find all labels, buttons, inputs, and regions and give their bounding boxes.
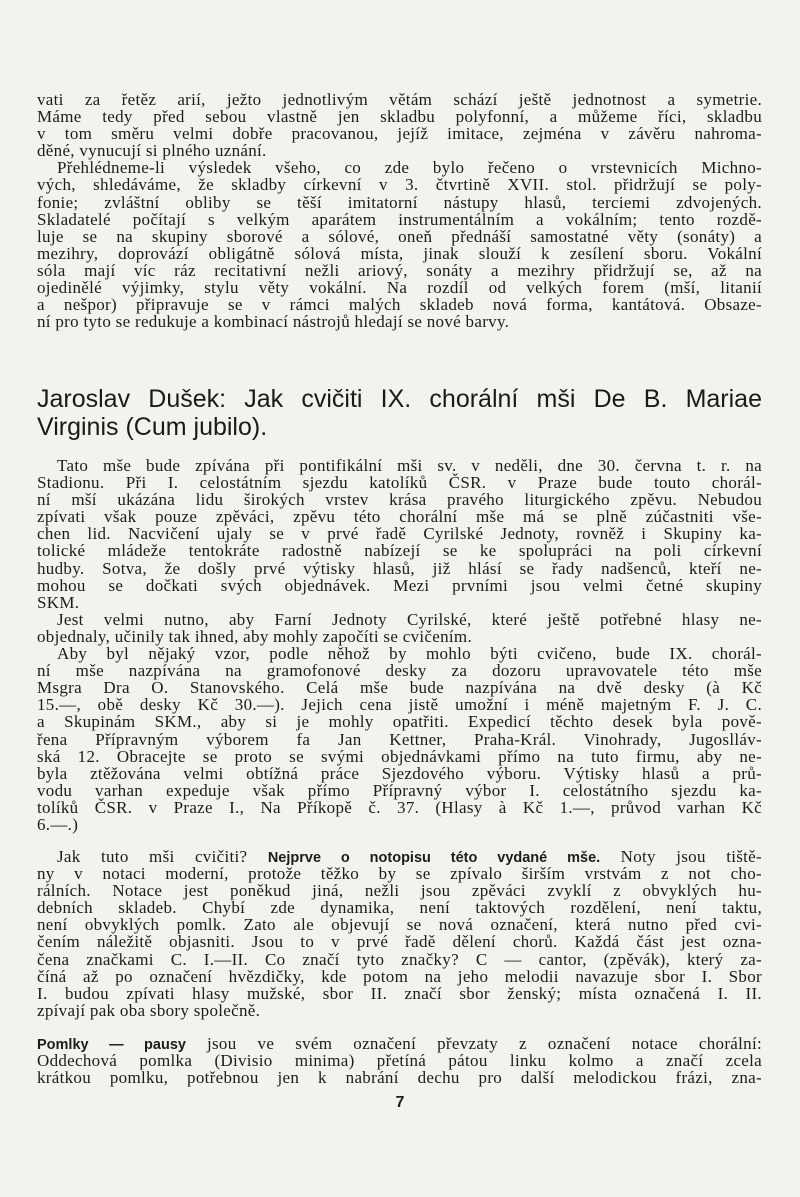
text-run: jsou ve svém označení převzaty z označení notace chorální: <box>185 1034 762 1053</box>
text-line: mohou se dočkati svých objednávek. Mezi prvními jsou velmi četné skupiny <box>37 575 762 595</box>
text-line: ojedinělé výjimky, stylu věty vokální. Na rozdíl od velkých forem (mší, litanií <box>37 278 762 298</box>
text-line: 15.—, obě desky Kč 30.—). Jejich cena jistě umožní i méně majetným F. J. C. <box>37 695 762 715</box>
text-line <box>37 848 762 865</box>
text-line: zpívati však pouze zpěváci, zpěvu této chorální mše má se plně zúčastniti vše- <box>37 507 762 527</box>
text-line: mezihry, doprovází obligátně sólová místa, jinak slouží k zesílení sboru. Vokální <box>37 243 762 263</box>
text-run: Jak tuto mši cvičiti? <box>57 847 268 866</box>
text-line: 6.—.) <box>37 814 79 834</box>
notation-paragraph <box>37 848 762 1019</box>
text-line: byla ztěžována velmi obtížná práce Sjezdového výboru. Výtisky hlasů a prů- <box>37 763 762 783</box>
heading-line: Virginis (Cum jubilo). <box>37 413 268 441</box>
text-line: krátkou pomlku, potřebnou jen k nabrání dechu pro další melodickou frázi, zna- <box>37 1068 762 1088</box>
page-number: 7 <box>395 1094 405 1111</box>
text-line: Jest velmi nutno, aby Farní Jednoty Cyrilské, které ještě potřebné hlasy ne- <box>57 609 762 629</box>
paragraph <box>37 457 762 611</box>
paragraph <box>37 159 762 330</box>
text-line: Skladatelé počítají s velkým aparátem instrumentálním a vokálním; tento rozdě- <box>37 209 762 229</box>
text-line: Tato mše bude zpívána při pontifikální mši sv. v neděli, dne 30. června t. r. na <box>57 456 762 475</box>
text-line <box>37 1035 762 1052</box>
text-line: ní pro tyto se redukuje a kombinací nástrojů hledají se nové barvy. <box>37 312 510 332</box>
text-line: čením náležitě objasniti. Jsou to v prvé řadě dělení chorů. Každá část jest ozna- <box>37 932 762 952</box>
article-intro-paragraphs <box>37 457 762 833</box>
text-line: I. budou zpívati hlasy mužské, sbor II. značí sbor ženský; místa označená I. II. <box>37 983 762 1003</box>
text-line: vati za řetěz arií, ježto jednotlivým větám schází ještě jednotnost a symetrie. <box>37 90 762 109</box>
paragraph <box>37 848 762 1019</box>
text-line: SKM. <box>37 592 80 612</box>
text-line: čena značkami C. I.—II. Co značí tyto značky? C — cantor, (zpěvák), který za- <box>37 949 762 969</box>
text-line: zpívají pak oba sbory společně. <box>37 1000 261 1020</box>
paragraph <box>37 91 762 159</box>
text-line: Přehlédneme-li výsledek všeho, co zde bylo řečeno o vrstevnicích Michno- <box>57 158 762 178</box>
text-line: číná až po označení hvězdičky, kde potom na jeho melodii navazuje sbor I. Sbor <box>37 966 762 986</box>
text-line: objednaly, učinily tak ihned, aby mohly započíti se cvičením. <box>37 626 472 646</box>
text-line: debních skladeb. Chybí zde dynamika, není taktových rozdělení, není taktu, <box>37 898 762 918</box>
text-line: Stadionu. Při I. celostátním sjezdu katolíků ČSR. v Praze bude touto chorál- <box>37 473 762 493</box>
text-line: Aby byl nějaký vzor, podle něhož by mohlo býti cvičeno, bude IX. chorál- <box>57 644 762 664</box>
text-line: vodu varhan expeduje však přímo Přípravný výbor I. celostátního sjezdu ka- <box>37 780 762 800</box>
intro-text <box>37 91 762 330</box>
text-run: Noty jsou tiště- <box>600 847 762 866</box>
text-line: Máme tedy před sebou vlastně jen skladbu polyfonní, a můžeme říci, skladbu <box>37 107 762 127</box>
bold-lead-in: Pomlky — pausy <box>37 1037 186 1053</box>
text-line: ny v notaci moderní, protože těžko by se zpívalo širším vrstvám z not cho- <box>37 864 762 884</box>
bold-lead-in: Nejprve o notopisu této vydané mše. <box>267 850 601 866</box>
text-line: chen lid. Nacvičení ujaly se v prvé řadě Cyrilské Jednoty, rovněž i Skupiny ka- <box>37 524 762 544</box>
paragraph <box>37 1035 762 1086</box>
text-line: sóla mají víc ráz recitativní nežli ariový, sonáty a mezihry přidržují se, až na <box>37 260 762 280</box>
text-line: a Skupinám SKM., aby si je mohly opatřiti. Expedicí těchto desek byla pově- <box>37 712 762 732</box>
text-line: hudby. Sotva, že došly prvé výtisky hlasů, již hlásí se řady nadšenců, kteří ne- <box>37 558 762 578</box>
text-line: ní mše nazpívána na gramofonové desky za dozoru upravovatele této mše <box>37 661 762 681</box>
text-line: není obvyklých pomlk. Zato ale objevují se nová označení, která nutno před cvi- <box>37 915 762 935</box>
text-line: luje se na skupiny sborové a sólové, oneň přednáší samostatné věty (sonáty) a <box>37 226 762 246</box>
text-line: v tom směru velmi dobře pracovanou, jejíž imitace, zejména v závěru nahroma- <box>37 124 762 144</box>
text-line: Msgra Dra O. Stanovského. Celá mše bude nazpívána na dvě desky (à Kč <box>37 678 762 698</box>
text-line: fonie; zvláštní obliby se těší imitatorní nástupy hlasů, terciemi zdvojených. <box>37 192 762 212</box>
text-line: tolíků ČSR. v Praze I., Na Příkopě č. 37. (Hlasy à Kč 1.—, průvod varhan Kč <box>37 797 762 817</box>
heading-line: Jaroslav Dušek: Jak cvičiti IX. chorální mši De B. Mariae <box>37 385 762 413</box>
text-line: ská 12. Obracejte se proto se svými objednávkami přímo na tuto firmu, aby ne- <box>37 746 762 766</box>
text-line: děné, vynucují si plného uznání. <box>37 141 267 161</box>
article-heading <box>37 385 762 441</box>
text-line: tolické mládeže tentokráte radostně nabízejí se ke spolupráci na poli církevní <box>37 541 762 561</box>
paragraph <box>37 611 762 645</box>
rests-paragraph <box>37 1035 762 1086</box>
text-line: ní mší ukázána lidu širokých vrstev krása pravého liturgického zpěvu. Nebudou <box>37 490 762 510</box>
paragraph <box>37 645 762 833</box>
text-line: řena Přípravným výborem fa Jan Kettner, Praha-Král. Vinohrady, Jugoslláv- <box>37 729 762 749</box>
text-line: vých, shledáváme, že skladby církevní v 3. čtvrtině XVII. stol. přidržují se poly- <box>37 175 762 195</box>
text-line: rálních. Notace jest poněkud jiná, nežli jsou zpěváci zvyklí z obvyklých hu- <box>37 881 762 901</box>
text-line: a nešpor) připravuje se v rámci malých skladeb nová forma, kantátová. Obsaze- <box>37 295 762 315</box>
text-line: Oddechová pomlka (Divisio minima) přetíná pátou linku kolmo a značí zcela <box>37 1051 762 1071</box>
